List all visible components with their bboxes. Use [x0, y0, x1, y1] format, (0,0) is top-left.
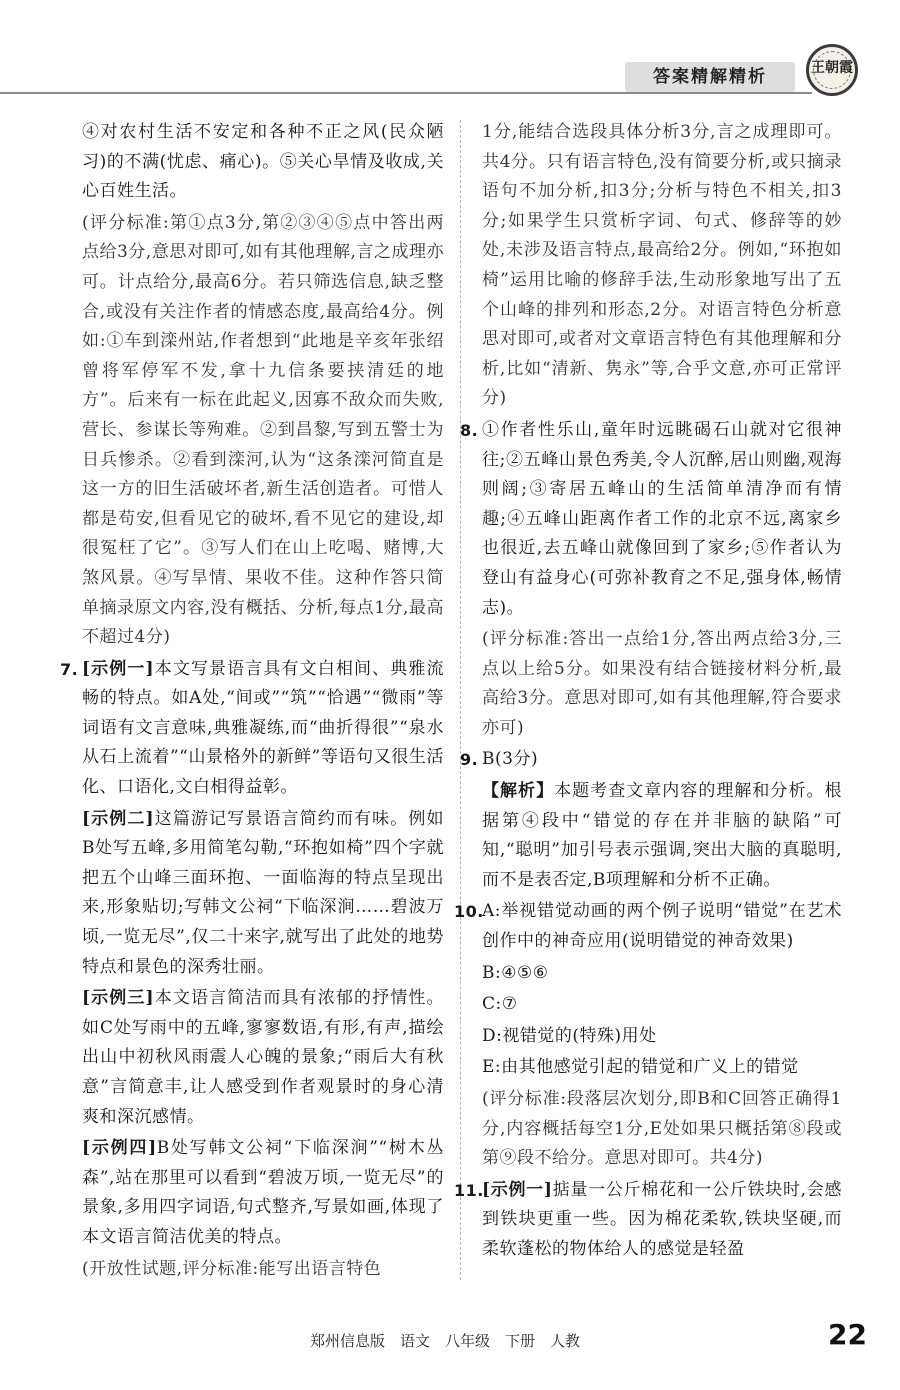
question-answer	[460, 416, 842, 623]
question-answer	[60, 655, 445, 803]
paragraph-text: E:由其他感觉引起的错觉和广义上的错觉	[482, 1057, 799, 1078]
scoring-note	[482, 1085, 842, 1174]
question-number: 8.	[460, 420, 479, 440]
example-tag: [示例三]	[82, 988, 155, 1009]
answer-paragraph	[82, 984, 444, 1132]
paragraph-text: 掂量一公斤棉花和一公斤铁块时,会感到铁块更重一些。因为棉花柔软,铁块坚硬,而柔软蓬松的物体给人的感觉是轻盈	[482, 1179, 842, 1259]
example-tag: [示例四]	[82, 1138, 157, 1159]
paragraph-text: 本题考查文章内容的理解和分析。根据第④段中“错觉的存在并非脑的缺陷”可知,“聪明”加引号表示强调,突出大脑的真聪明,而不是表否定,B项理解和分析不正确。	[482, 781, 843, 890]
paragraph-text: 1分,能结合选段具体分析3分,言之成理即可。共4分。只有语言特色,没有简要分析,或只摘录语句不加分析,扣3分;分析与特色不相关,扣3分;如果学生只赏析字词、句式、修辞等的妙处,未涉及语言特点,最高给2分。例如,“环抱如椅”运用比喻的修辞手法,生动形象地写出了五个山峰的排列和形态,2分。对语言特色分析意思对即可,或者对文章语言特色有其他理解和分析,比如“清新、隽永”等,合乎文意,亦可正常评分)	[482, 122, 842, 409]
paragraph-text: A:举视错觉动画的两个例子说明“错觉”在艺术创作中的神奇应用(说明错觉的神奇效果)	[482, 901, 842, 952]
paragraph-text: (评分标准:段落层次划分,即B和C回答正确得1分,内容概括每空1分,E处如果只概括第⑧段或第⑨段不给分。意思对即可。共4分)	[482, 1089, 842, 1169]
paragraph-text: B:④⑤⑥	[482, 962, 549, 983]
answer-paragraph	[482, 1053, 842, 1083]
header-title: 答案精解精析	[625, 62, 795, 92]
example-tag: [示例二]	[82, 808, 155, 829]
answer-paragraph	[482, 1022, 842, 1052]
paragraph-text: (开放性试题,评分标准:能写出语言特色	[82, 1258, 382, 1279]
question-answer	[454, 897, 842, 956]
paragraph-text: ④对农村生活不安定和各种不正之风(民众陋习)的不满(忧虑、痛心)。⑤关心旱情及收成,关心百姓生活。	[82, 122, 444, 202]
answer-paragraph	[482, 777, 842, 895]
answer-paragraph	[82, 1134, 444, 1252]
scoring-note	[82, 209, 444, 653]
answer-paragraph	[482, 990, 842, 1020]
example-tag: [示例一]	[482, 1179, 553, 1200]
publisher-logo-icon	[806, 44, 858, 96]
paragraph-text: 本文写景语言具有文白相间、典雅流畅的特点。如A处,“间或”“筑”“恰遇”“微雨”等词语有文言意味,典雅凝练,而“曲折得很”“泉水从石上流着”“山景格外的新鲜”等语句又很生活化、口语化,文白相得益彰。	[82, 658, 445, 798]
left-column	[60, 118, 445, 1279]
example-tag: 【解析】	[482, 781, 555, 802]
question-number: 10.	[454, 902, 484, 922]
logo-text: 王朝霞	[811, 60, 853, 76]
question-answer	[460, 745, 842, 775]
paragraph-text: (评分标准:第①点3分,第②③④⑤点中答出两点给3分,意思对即可,如有其他理解,言之成理亦可。计点给分,最高6分。若只筛选信息,缺乏整合,或没有关注作者的情感态度,最高给4分。例如:①车到滦州站,作者想到“此地是辛亥年张绍曾将军停军不发,拿十九信条要挟清廷的地方”。后来有一标在此起义,因寡不敌众而失败,营长、参谋长等殉难。②到昌黎,写到五警士为日兵惨杀。②看到滦河,认为“这条滦河简直是这一方的旧生活破坏者,新生活创造者。可惜人都是苟安,但看见它的破坏,看不见它的建设,却很冤枉了它”。③写人们在山上吃喝、赌博,大煞风景。④写旱情、果收不佳。这种作答只简单摘录原文内容,没有概括、分析,每点1分,最高不超过4分)	[82, 212, 444, 648]
column-divider	[460, 120, 461, 1280]
paragraph-text: 本文语言简洁而具有浓郁的抒情性。如C处写雨中的五峰,寥寥数语,有形,有声,描绘出山中初秋风雨震人心魄的景象;“雨后大有秋意”言简意丰,让人感受到作者观景时的身心清爽和深沉感情。	[82, 988, 445, 1127]
question-number: 9.	[460, 750, 479, 770]
answer-paragraph	[482, 959, 842, 989]
answer-paragraph	[82, 118, 444, 207]
scoring-note	[482, 118, 842, 414]
paragraph-text: (评分标准:答出一点给1分,答出两点给3分,三点以上给5分。如果没有结合链接材料分析,最高给3分。意思对即可,如有其他理解,符合要求亦可)	[482, 629, 842, 738]
header-rule	[0, 92, 812, 94]
right-column	[454, 118, 843, 1273]
paragraph-text: B(3分)	[482, 749, 539, 770]
page-number: 22	[828, 1318, 867, 1351]
paragraph-text: 这篇游记写景语言简约而有味。例如B处写五峰,多用简笔勾勒,“环抱如椅”四个字就把五个山峰三面环抱、一面临海的特点呈现出来,形象贴切;写韩文公祠“下临深涧……碧波万顷,一览无尽”,仅二十来字,就写出了此处的地势特点和景色的深秀壮丽。	[82, 808, 445, 977]
example-tag: [示例一]	[82, 658, 155, 679]
paragraph-text: ①作者性乐山,童年时远眺碣石山就对它很神往;②五峰山景色秀美,令人沉醉,居山则幽,观海则阔;③寄居五峰山的生活简单清净而有情趣;④五峰山距离作者工作的北京不远,离家乡也很近,去五峰山就像回到了家乡;⑤作者认为登山有益身心(可弥补教育之不足,强身体,畅情志)。	[482, 419, 842, 618]
footer-edition: 郑州信息版 语文 八年级 下册 人教	[310, 1332, 581, 1350]
question-answer	[454, 1176, 842, 1265]
scoring-note	[82, 1255, 444, 1285]
paragraph-text: D:视错觉的(特殊)用处	[482, 1025, 657, 1046]
scoring-note	[482, 625, 842, 743]
question-number: 11.	[454, 1180, 484, 1200]
question-number: 7.	[60, 659, 79, 679]
paragraph-text: B处写韩文公祠“下临深涧”“树木丛森”,站在那里可以看到“碧波万顷,一览无尽”的景象,多用四字词语,句式整齐,写景如画,体现了本文语言简洁优美的特点。	[82, 1138, 444, 1247]
answer-paragraph	[82, 805, 444, 983]
paragraph-text: C:⑦	[482, 994, 518, 1015]
